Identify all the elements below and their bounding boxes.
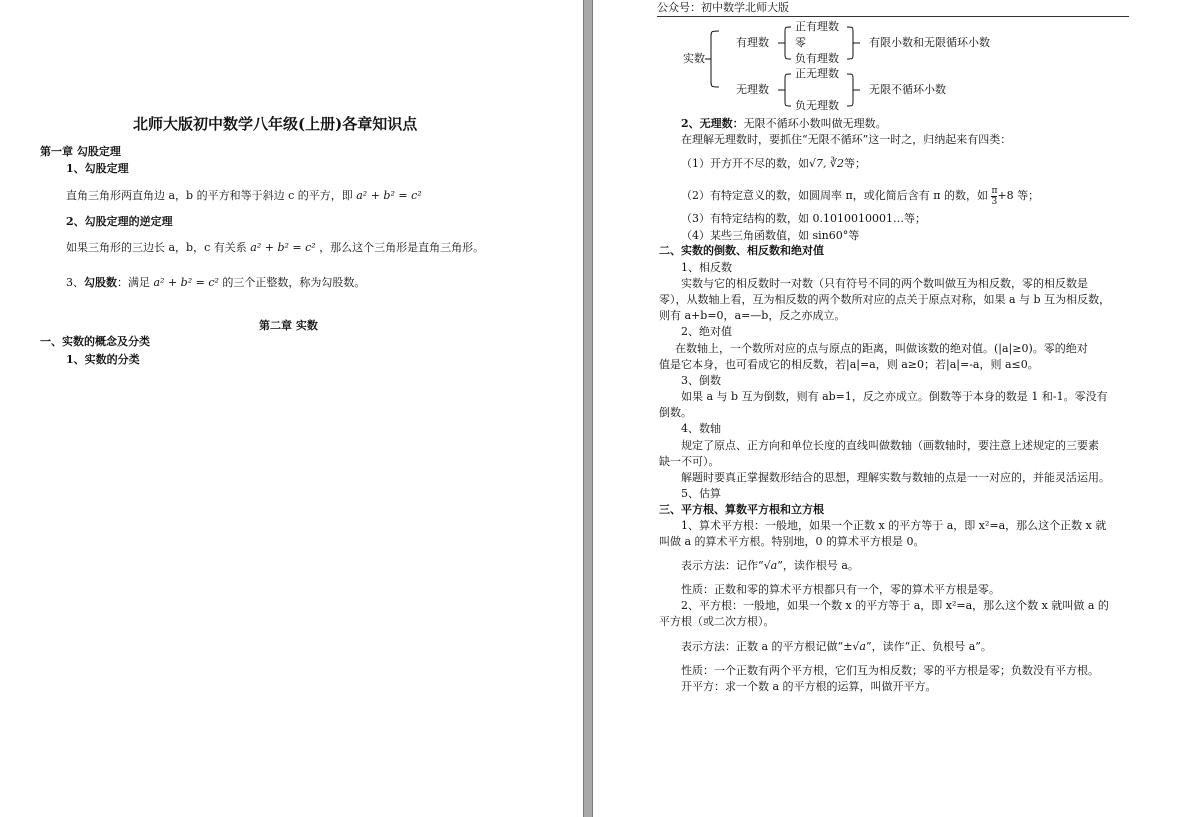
tree-positive-rational: 正有理数 — [795, 20, 839, 33]
formula: a² + b² = c² — [356, 189, 422, 202]
fraction-denominator: 3 — [991, 196, 998, 207]
irrational-intro: 在理解无理数时，要抓住“无限不循环”这一时之，归纳起来有四类： — [681, 133, 1012, 146]
sqrt-property: 性质：一个正数有两个平方根，它们互为相反数；零的平方根是零；负数没有平方根。 — [681, 664, 1099, 677]
number-line-title: 4、数轴 — [681, 422, 721, 435]
sqrt-notation — [681, 640, 992, 654]
right-page — [593, 0, 1181, 817]
irrational-case-1 — [681, 157, 866, 171]
text-span: 表示方法：记作“ — [681, 559, 764, 572]
irrational-case-2 — [681, 185, 1039, 207]
tree-negative-rational: 负有理数 — [795, 52, 839, 65]
tree-real-number: 实数 — [683, 52, 705, 65]
tree-positive-irrational: 正无理数 — [795, 67, 839, 80]
page-header: 公众号：初中数学北师大版 — [657, 1, 789, 14]
sqrt-line1: 2、平方根：一般地，如果一个数 x 的平方等于 a，即 x²=a，那么这个数 x 就叫做 a 的 — [681, 599, 1109, 612]
text-span: ”，读作“正、负根号 a”。 — [865, 640, 992, 653]
absolute-value-line2: 值是它本身，也可看成它的相反数，若|a|=a，则 a≥0；若|a|=-a，则 a≤0。 — [659, 358, 1039, 371]
text-span: ，那么这个三角形是直角三角形。 — [319, 241, 485, 254]
square-root-extraction: 开平方：求一个数 a 的平方根的运算，叫做开平方。 — [681, 680, 937, 693]
pythagorean-theorem-text — [66, 189, 422, 203]
arith-sqrt-notation — [681, 559, 859, 573]
formula: √a — [763, 559, 778, 572]
tree-rational: 有理数 — [736, 36, 769, 49]
estimation-title: 5、估算 — [681, 487, 721, 500]
reciprocal-line1: 如果 a 与 b 互为倒数，则有 ab=1，反之亦成立。倒数等于本身的数是 1 和-1。零没有 — [681, 390, 1108, 403]
opposite-number-title: 1、相反数 — [681, 261, 732, 274]
tree-negative-irrational: 负无理数 — [795, 99, 839, 112]
text-span: 等； — [844, 157, 867, 170]
irrational-definition — [681, 117, 887, 131]
absolute-value-line1: 在数轴上，一个数所对应的点与原点的距离，叫做该数的绝对值。(|a|≥0)。零的绝对 — [675, 342, 1088, 355]
text-span: （1）开方开不尽的数，如 — [681, 157, 809, 170]
text-span: 直角三角形两直角边 a，b 的平方和等于斜边 c 的平方，即 — [66, 189, 353, 202]
formula: a² + b² = c² — [250, 241, 316, 254]
formula: a² + b² = c² — [153, 276, 219, 289]
term-bold: 勾股数 — [84, 276, 117, 289]
arith-sqrt-line2: 叫做 a 的算术平方根。特别地，0 的算术平方根是 0。 — [659, 535, 925, 548]
absolute-value-title: 2、绝对值 — [681, 325, 732, 338]
irrational-case-3: （3）有特定结构的数，如 0.1010010001…等； — [681, 212, 926, 225]
pythagorean-triple-text — [66, 276, 365, 290]
irrational-case-4: （4）某些三角函数值，如 sin60°等 — [681, 229, 860, 242]
pythagorean-theorem-title: 1、勾股定理 — [66, 162, 129, 175]
section3-heading: 三、平方根、算数平方根和立方根 — [659, 503, 824, 516]
tree-zero: 零 — [795, 36, 806, 49]
text-span: +8 等； — [997, 189, 1040, 202]
chapter2-heading: 第二章 实数 — [259, 319, 318, 332]
opposite-number-line3: 则有 a+b=0，a=—b，反之亦成立。 — [659, 309, 846, 322]
term-bold: 2、无理数： — [681, 117, 744, 130]
sqrt-line2: 平方根（或二次方根）。 — [659, 615, 775, 628]
number-line-line3: 解题时要真正掌握数形结合的思想，理解实数与数轴的点是一一对应的，并能灵活运用。 — [681, 471, 1110, 484]
reciprocal-line2: 倒数。 — [659, 406, 692, 419]
arith-sqrt-line1: 1、算术平方根：一般地，如果一个正数 x 的平方等于 a，即 x²=a，那么这个正数 x 就 — [681, 519, 1107, 532]
converse-theorem-title: 2、勾股定理的逆定理 — [66, 215, 173, 228]
text-span: 无限不循环小数叫做无理数。 — [743, 117, 887, 130]
number-line-line1: 规定了原点、正方向和单位长度的直线叫做数轴（画数轴时，要注意上述规定的三要素 — [681, 439, 1099, 452]
left-page — [0, 0, 583, 817]
real-number-concept-heading: 一、实数的概念及分类 — [40, 335, 150, 348]
arith-sqrt-property: 性质：正数和零的算术平方根都只有一个，零的算术平方根是零。 — [681, 583, 1000, 596]
text-span: （2）有特定意义的数，如圆周率 π，或化简后含有 π 的数，如 — [681, 189, 988, 202]
reciprocal-title: 3、倒数 — [681, 374, 721, 387]
text-span: ”，读作根号 a。 — [777, 559, 859, 572]
text-span: 表示方法：正数 a 的平方根记做“ — [681, 640, 844, 653]
page-gutter — [583, 0, 593, 817]
tree-irrational-desc: 无限不循环小数 — [869, 83, 946, 96]
tree-irrational: 无理数 — [736, 83, 769, 96]
formula: ±√a — [843, 640, 866, 653]
opposite-number-line1: 实数与它的相反数时一对数（只有符号不同的两个数叫做互为相反数，零的相反数是 — [681, 277, 1088, 290]
formula: √7, ∛2 — [809, 157, 845, 170]
doc-title: 北师大版初中数学八年级(上册)各章知识点 — [133, 115, 418, 133]
text-span: 的三个正整数，称为勾股数。 — [222, 276, 366, 289]
chapter1-heading: 第一章 勾股定理 — [40, 145, 121, 158]
classification-tree-braces — [593, 0, 1181, 115]
fraction-numerator: π — [991, 185, 998, 196]
converse-theorem-text — [66, 241, 484, 255]
tree-rational-desc: 有限小数和无限循环小数 — [869, 36, 990, 49]
text-span: 3、 — [66, 276, 84, 289]
text-span: ：满足 — [117, 276, 150, 289]
number-line-line2: 缺一不可）。 — [659, 455, 720, 468]
text-span: 如果三角形的三边长 a，b，c 有关系 — [66, 241, 247, 254]
section2-heading: 二、实数的倒数、相反数和绝对值 — [659, 244, 824, 257]
opposite-number-line2: 零），从数轴上看，互为相反数的两个数所对应的点关于原点对称，如果 a 与 b 互为相反数， — [659, 293, 1111, 306]
real-number-classification-title: 1、实数的分类 — [66, 353, 140, 366]
